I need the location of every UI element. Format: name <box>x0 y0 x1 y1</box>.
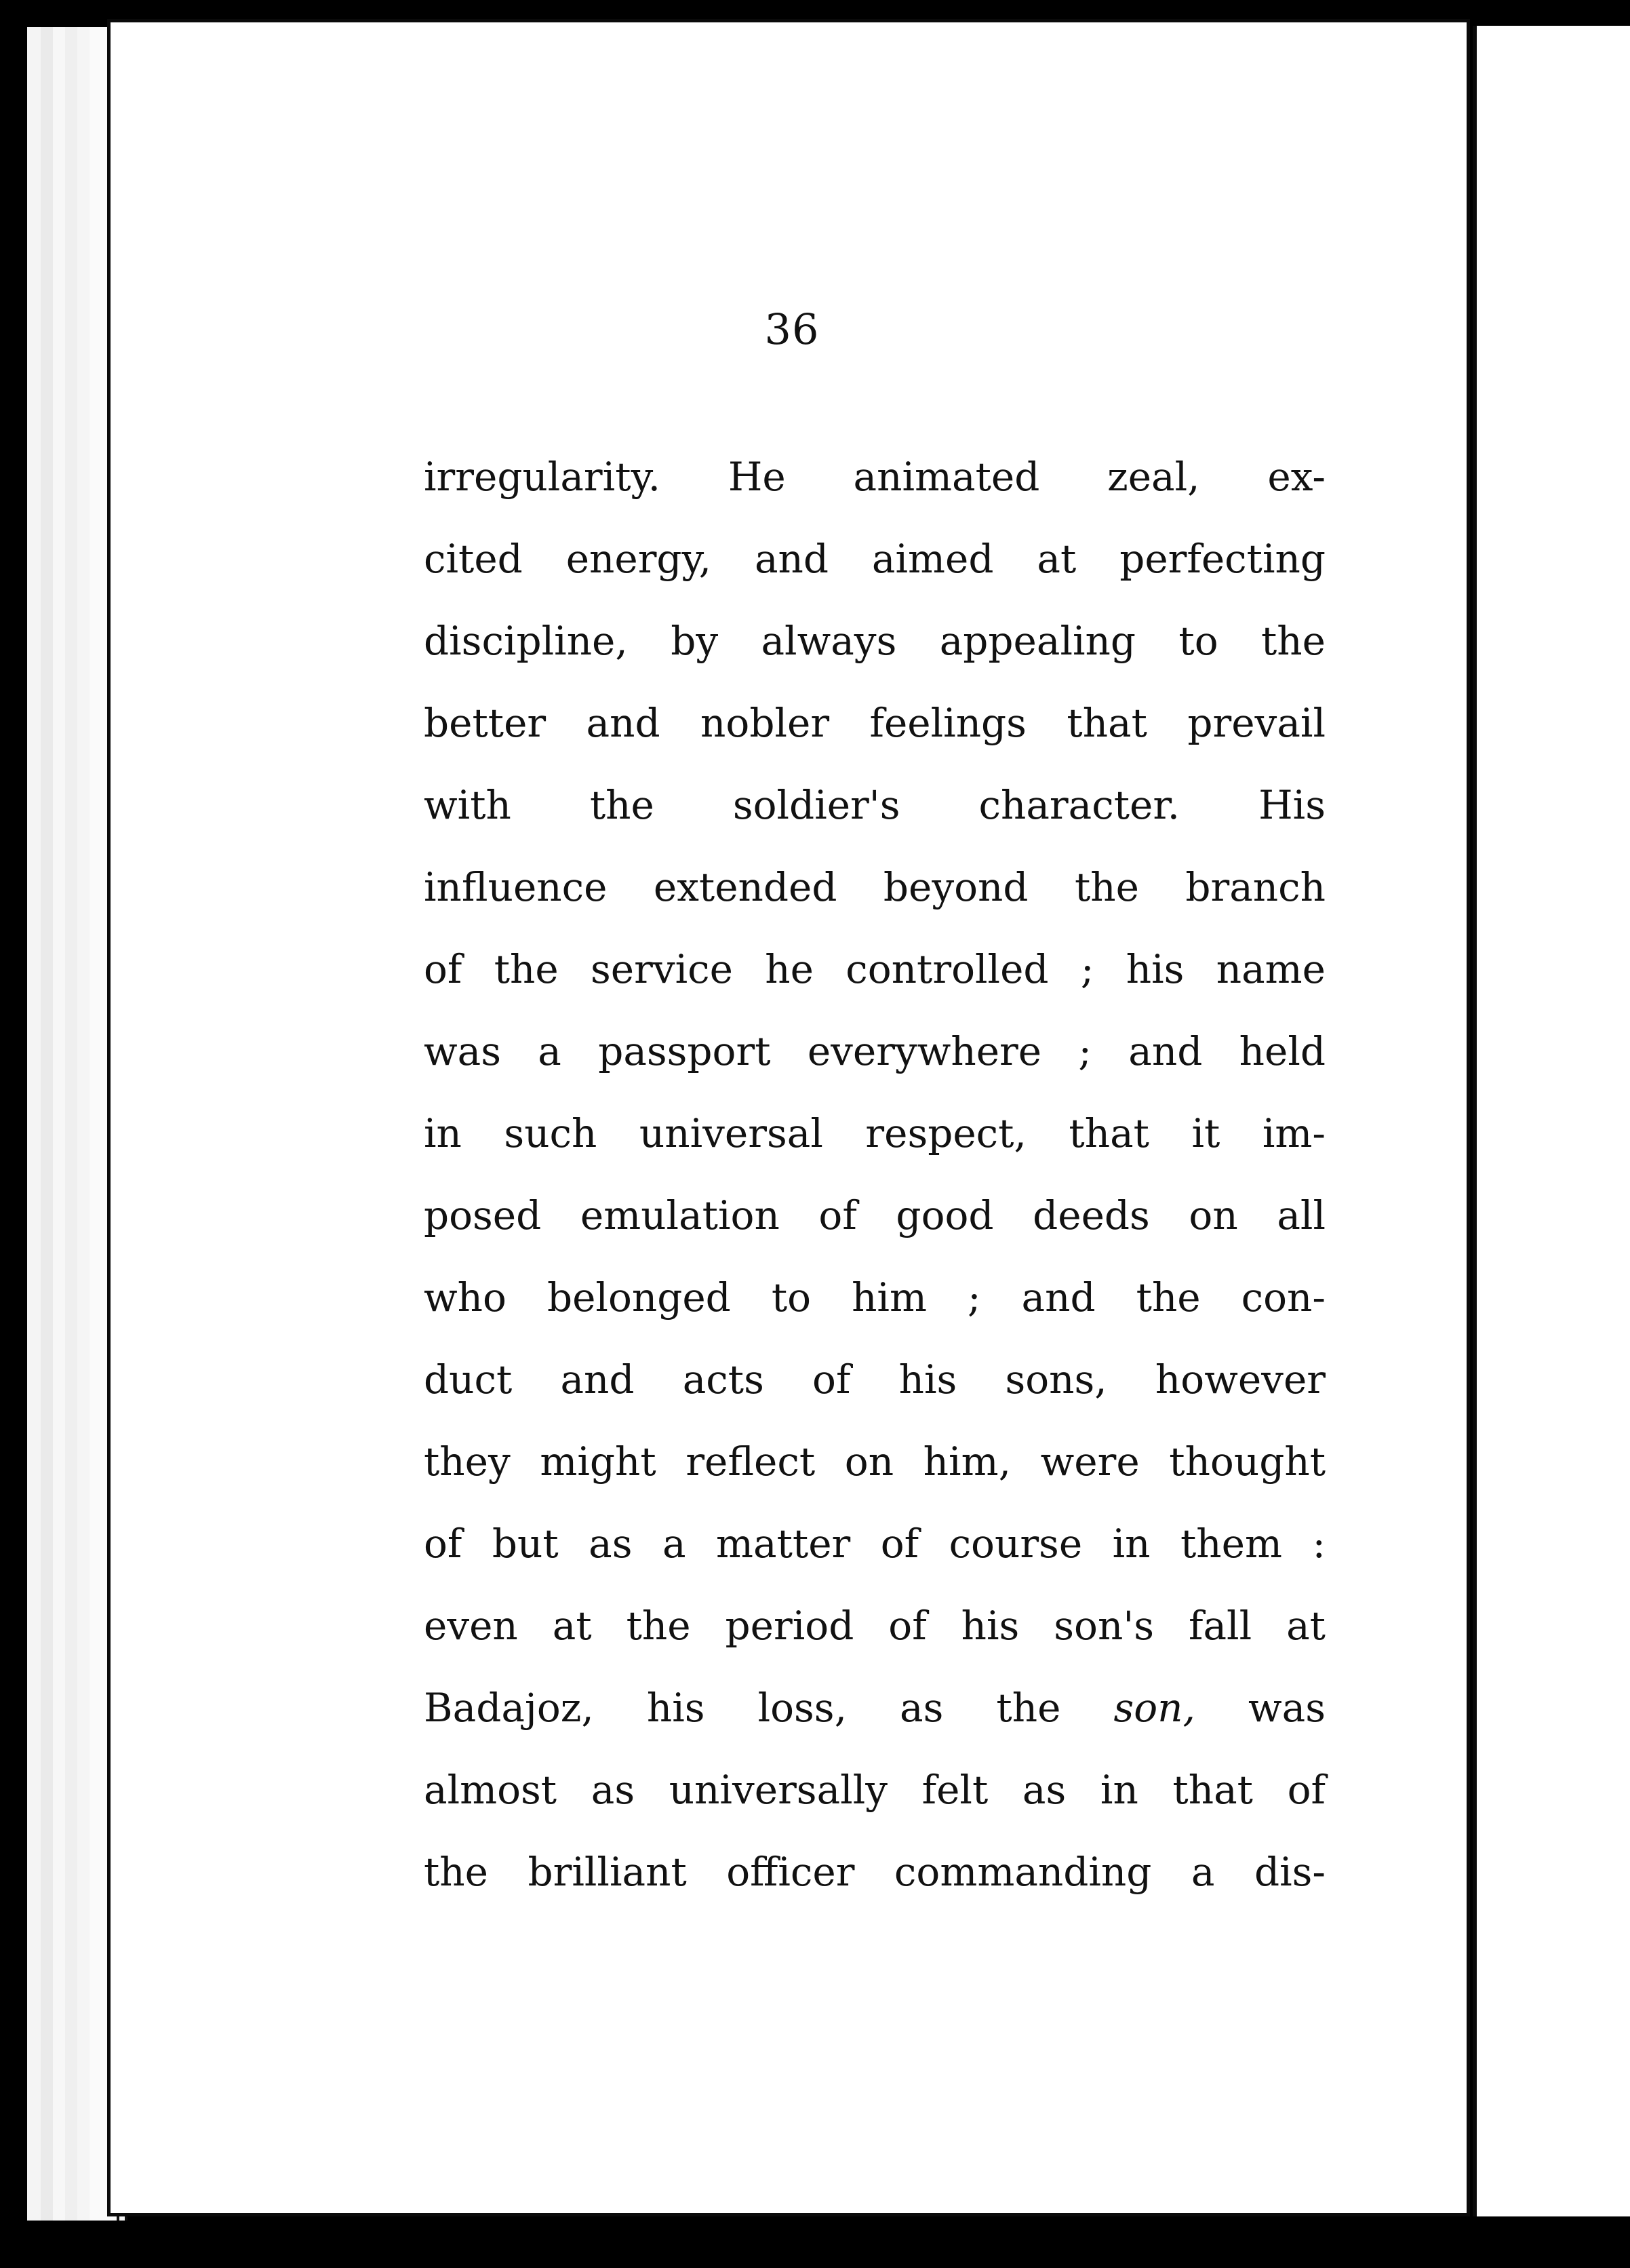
text-line: even at the period of his son's fall at <box>424 1603 1326 1649</box>
page-number: 36 <box>764 305 820 354</box>
text-line: duct and acts of his sons, however <box>424 1356 1326 1403</box>
text-line: cited energy, and aimed at perfecting <box>424 536 1326 582</box>
text-line: the brilliant officer commanding a dis- <box>424 1849 1326 1895</box>
text-line: they might reflect on him, were thought <box>424 1439 1326 1485</box>
text-line: with the soldier's character. His <box>424 782 1326 828</box>
facing-page-edge <box>1473 26 1630 2216</box>
text-line: irregularity. He animated zeal, ex- <box>424 454 1326 500</box>
italic-word: son, <box>1113 1685 1195 1731</box>
text-line: of the service he controlled ; his name <box>424 946 1326 992</box>
text-line: who belonged to him ; and the con- <box>424 1274 1326 1321</box>
text-line: discipline, by always appealing to the <box>424 618 1326 664</box>
text-fragment: Badajoz, his loss, as the <box>424 1685 1114 1731</box>
book-page <box>107 19 1470 2216</box>
text-fragment: was <box>1195 1685 1326 1731</box>
text-line: of but as a matter of course in them : <box>424 1521 1326 1567</box>
body-text <box>424 436 1326 1913</box>
scan-border <box>0 2225 1630 2268</box>
text-line: posed emulation of good deeds on all <box>424 1192 1326 1238</box>
text-line: was a passport everywhere ; and held <box>424 1028 1326 1074</box>
text-line: influence extended beyond the branch <box>424 864 1326 910</box>
text-line: almost as universally felt as in that of <box>424 1767 1326 1813</box>
text-line: better and nobler feelings that prevail <box>424 700 1326 746</box>
text-line-with-italic <box>424 1667 1326 1749</box>
text-line: in such universal respect, that it im- <box>424 1110 1326 1156</box>
